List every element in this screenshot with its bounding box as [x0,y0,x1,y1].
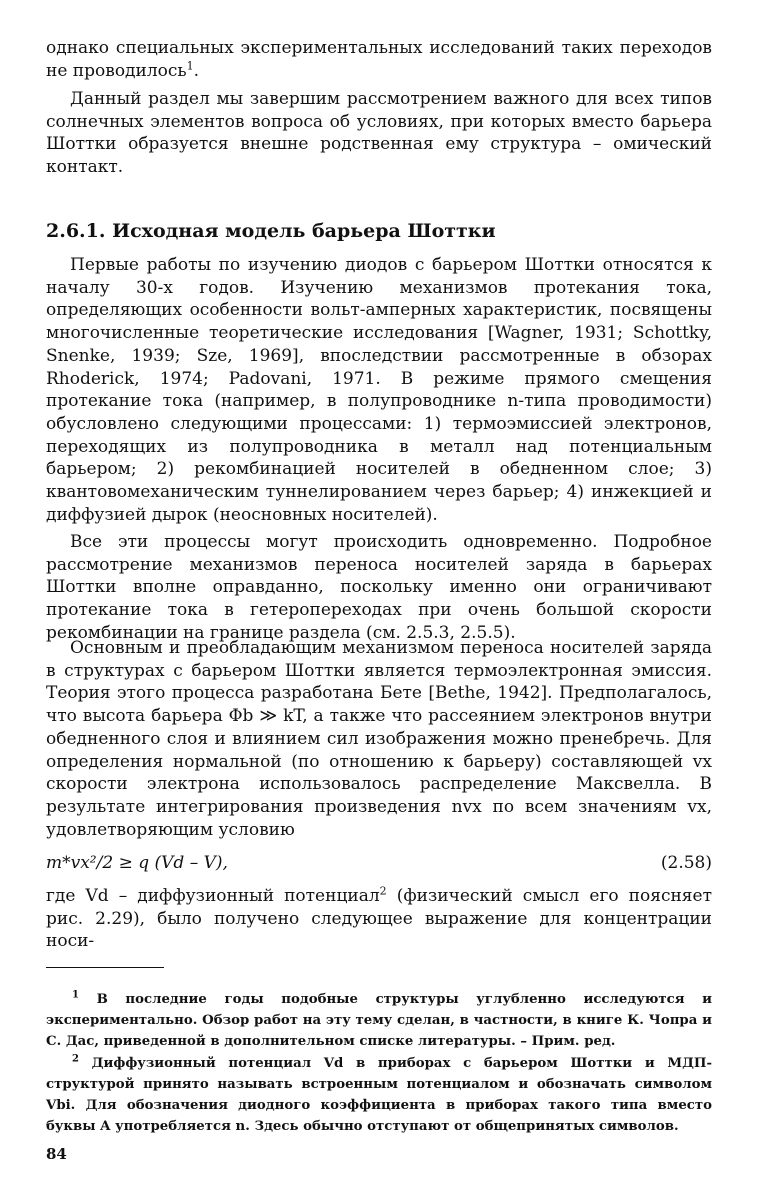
paragraph-continuation: однако специальных экспериментальных исследований таких переходов не проводилось$^1$. [46,38,712,81]
paragraph-2: Все эти процессы могут происходить одновременно. Подробное рассмотрение механизмов переноса носителей заряда в барьерах Шоттки вполне оправданно, поскольку именно они ограничивают протекание тока в гетеропереходах при очень большой скорости рекомбинации на границе раздела (см. 2.5.3, 2.5.5). [46,532,712,643]
section-heading: 2.6.1. Исходная модель барьера Шоттки [46,220,496,242]
footnote-separator [46,967,164,968]
equation-2-58 [46,851,712,875]
footnote-1: $^1$ В последние годы подобные структуры углубленно исследуются и экспериментально. Обзор работ на эту тему сделан, в частности, в книге К. Чопра и С. Дас, приведенной в дополнительном списке литературы. – Прим. ред. [46,989,712,1049]
page-number: 84 [46,1145,67,1163]
paragraph-intro: Данный раздел мы завершим рассмотрением важного для всех типов солнечных элементов вопроса об условиях, при которых вместо барьера Шоттки образуется внешне родственная ему структура – омический контакт. [46,89,712,178]
formula-expression: m*vx²/2 ≥ q (Vd – V), [46,853,228,873]
footnote-ref-2: 2 [379,884,387,898]
equation-number: (2.58) [660,853,712,873]
footnote-2-mark: 2 [72,1053,79,1065]
footnote-1-mark: 1 [72,989,79,1001]
paragraph-1: Первые работы по изучению диодов с барьером Шоттки относятся к началу 30-х годов. Изучению механизмов протекания тока, определяющих особенности вольт-амперных характеристик, посвящены многочисленные теоретические исследования [Wagner, 1931; Schottky, Snenke, 1939; Sze, 1969], впоследствии рассмотренные в обзорах Rhoderick, 1974; Padovani, 1971. В режиме прямого смещения протекание тока (например, в полупроводнике n-типа проводимости) обусловлено следующими процессами: 1) термоэмиссией электронов, переходящих из полупроводника в металл над потенциальным барьером; 2) рекомбинацией носителей в обедненном слое; 3) квантовомеханическим туннелированием через барьер; 4) инжекцией и диффузией дырок (неосновных носителей). [46,255,712,525]
footnote-ref-1: 1 [186,59,194,73]
footnote-2: $^2$ Диффузионный потенциал Vd в приборах с барьером Шоттки и МДП-структурой принято называть встроенным потенциалом и обозначать символом Vbi. Для обозначения диодного коэффициента в приборах такого типа вместо буквы A употребляется n. Здесь обычно отступают от общепринятых символов. [46,1053,712,1134]
paragraph-3: Основным и преобладающим механизмом переноса носителей заряда в структурах с барьером Шоттки является термоэлектронная эмиссия. Теория этого процесса разработана Бете [Bethe, 1942]. Предполагалось, что высота барьера Φb ≫ kT, а также что рассеянием электронов внутри обедненного слоя и влиянием сил изображения можно пренебречь. Для определения нормальной (по отношению к барьеру) составляющей vx скорости электрона использовалось распределение Максвелла. В результате интегрирования произведения nvx по всем значениям vx, удовлетворяющим условию [46,638,712,840]
paragraph-4: где Vd – диффузионный потенциал$^2$ (физический смысл его поясняет рис. 2.29), было получено следующее выражение для концентрации носи- [46,884,712,952]
